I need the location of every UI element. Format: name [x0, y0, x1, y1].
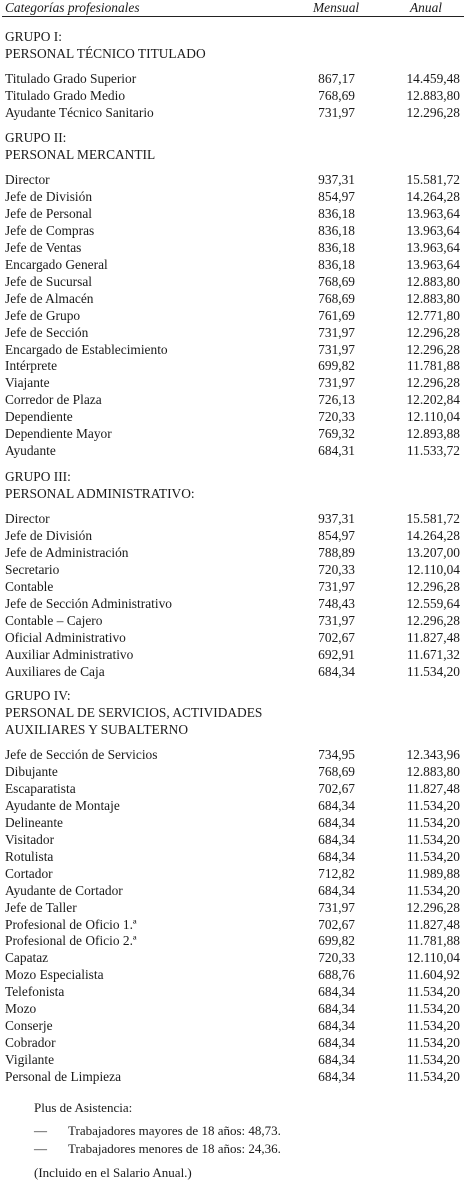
category-label: Jefe de Grupo: [5, 307, 81, 323]
group-title: GRUPO II:: [5, 130, 67, 145]
header-mensual: Mensual: [313, 0, 360, 15]
table-row: [0, 1034, 468, 1051]
plus-dash-2: —: [34, 1141, 47, 1156]
category-label: Oficial Administrativo: [5, 629, 126, 645]
mensual-value: 688,76: [318, 967, 355, 983]
mensual-value: 854,97: [318, 188, 355, 204]
anual-value: 13.963,64: [406, 239, 460, 255]
mensual-value: 684,34: [318, 848, 355, 864]
mensual-value: 731,97: [318, 341, 355, 357]
group-title: PERSONAL TÉCNICO TITULADO: [5, 46, 206, 61]
mensual-value: 684,34: [318, 797, 355, 813]
anual-value: 11.827,48: [406, 916, 460, 932]
table-row: [0, 814, 468, 831]
anual-value: 13.963,64: [406, 256, 460, 272]
table-row: [0, 408, 468, 425]
anual-value: 12.771,80: [406, 307, 460, 323]
category-label: Visitador: [5, 831, 55, 847]
mensual-value: 726,13: [318, 392, 355, 408]
group-title: PERSONAL ADMINISTRATIVO:: [5, 486, 195, 501]
header-anual: Anual: [410, 0, 442, 15]
mensual-value: 684,34: [318, 882, 355, 898]
category-label: Jefe de Taller: [5, 899, 77, 915]
table-row: [0, 256, 468, 273]
mensual-value: 734,95: [318, 747, 355, 762]
table-row: [0, 374, 468, 391]
table-row: [0, 171, 468, 188]
category-label: Profesional de Oficio 1.ª: [5, 916, 137, 932]
mensual-value: 720,33: [318, 561, 355, 577]
anual-value: 12.296,28: [406, 104, 460, 120]
anual-value: 12.110,04: [406, 561, 460, 577]
table-row: [0, 1051, 468, 1068]
category-label: Jefe de Personal: [5, 205, 93, 221]
mensual-value: 692,91: [318, 646, 355, 662]
table-row: [0, 983, 468, 1000]
category-label: Ayudante Técnico Sanitario: [5, 104, 154, 120]
mensual-value: 684,34: [318, 1018, 355, 1034]
anual-value: 11.827,48: [406, 780, 460, 796]
mensual-value: 769,32: [318, 426, 355, 442]
category-label: Encargado General: [5, 256, 108, 272]
group-title: GRUPO I:: [5, 29, 62, 44]
table-row: [0, 595, 468, 612]
table-row: [0, 949, 468, 966]
mensual-value: 768,69: [318, 290, 355, 306]
anual-value: 12.883,80: [406, 87, 460, 103]
anual-value: 12.296,28: [406, 341, 460, 357]
table-row: [0, 629, 468, 646]
mensual-value: 684,34: [318, 1001, 355, 1017]
anual-value: 14.264,28: [406, 188, 460, 204]
table-row: [0, 966, 468, 983]
table-row: [0, 899, 468, 916]
group-title: GRUPO IV:: [5, 688, 71, 703]
mensual-value: 836,18: [318, 205, 355, 221]
mensual-value: 699,82: [318, 933, 355, 949]
category-label: Personal de Limpieza: [5, 1069, 122, 1085]
anual-value: 11.534,20: [406, 984, 460, 1000]
plus-dash-1: —: [34, 1123, 47, 1138]
table-row: [0, 239, 468, 256]
category-label: Jefe de Sucursal: [5, 273, 93, 289]
anual-value: 13.963,64: [406, 222, 460, 238]
table-row: [0, 578, 468, 595]
mensual-value: 731,97: [318, 324, 355, 340]
table-row: [0, 932, 468, 949]
mensual-value: 788,89: [318, 544, 355, 560]
anual-value: 11.534,20: [406, 831, 460, 847]
anual-value: 11.827,48: [406, 629, 460, 645]
mensual-value: 937,31: [318, 511, 355, 526]
category-label: Vigilante: [5, 1052, 55, 1068]
category-label: Jefe de División: [5, 188, 93, 204]
table-row: [0, 307, 468, 324]
anual-value: 11.671,32: [406, 646, 460, 662]
category-label: Director: [5, 172, 50, 187]
category-label: Ayudante de Montaje: [5, 797, 120, 813]
mensual-value: 699,82: [318, 358, 355, 374]
anual-value: 11.534,20: [406, 848, 460, 864]
table-row: [0, 916, 468, 933]
mensual-value: 702,67: [318, 916, 355, 932]
plus-title: Plus de Asistencia:: [34, 1100, 133, 1115]
group-title: GRUPO III:: [5, 469, 71, 484]
table-row: [0, 510, 468, 527]
anual-value: 11.534,20: [406, 1035, 460, 1051]
mensual-value: 684,34: [318, 1035, 355, 1051]
table-row: [0, 87, 468, 104]
table-row: [0, 1068, 468, 1085]
category-label: Director: [5, 511, 50, 526]
table-row: [0, 1017, 468, 1034]
category-label: Contable: [5, 578, 54, 594]
table-row: [0, 780, 468, 797]
anual-value: 11.989,88: [406, 865, 460, 881]
table-row: [0, 324, 468, 341]
anual-value: 12.110,04: [406, 950, 460, 966]
mensual-value: 731,97: [318, 612, 355, 628]
anual-value: 11.534,20: [406, 1052, 460, 1068]
table-row: [0, 763, 468, 780]
mensual-value: 748,43: [318, 595, 355, 611]
category-label: Jefe de Sección de Servicios: [5, 747, 158, 762]
mensual-value: 684,34: [318, 814, 355, 830]
table-row: [0, 612, 468, 629]
category-label: Profesional de Oficio 2.ª: [5, 933, 137, 949]
category-label: Jefe de División: [5, 527, 93, 543]
plus-item-1: Trabajadores mayores de 18 años: 48,73.: [68, 1123, 281, 1138]
anual-value: 14.459,48: [406, 71, 460, 86]
anual-value: 12.893,88: [406, 426, 460, 442]
category-label: Dependiente: [5, 409, 73, 425]
table-row: [0, 663, 468, 680]
mensual-value: 702,67: [318, 629, 355, 645]
category-label: Jefe de Compras: [5, 222, 95, 238]
group-title: PERSONAL DE SERVICIOS, ACTIVIDADES: [5, 705, 263, 720]
mensual-value: 768,69: [318, 763, 355, 779]
anual-value: 11.534,20: [406, 1001, 460, 1017]
table-row: [0, 746, 468, 763]
mensual-value: 731,97: [318, 375, 355, 391]
anual-value: 12.296,28: [406, 324, 460, 340]
category-label: Auxiliares de Caja: [5, 663, 105, 679]
anual-value: 11.533,72: [406, 443, 460, 459]
mensual-value: 836,18: [318, 222, 355, 238]
mensual-value: 684,34: [318, 1052, 355, 1068]
category-label: Encargado de Establecimiento: [5, 341, 168, 357]
category-label: Corredor de Plaza: [5, 392, 102, 408]
category-label: Titulado Grado Medio: [5, 87, 126, 103]
anual-value: 11.534,20: [406, 814, 460, 830]
anual-value: 11.534,20: [406, 882, 460, 898]
category-label: Telefonista: [5, 984, 65, 1000]
category-label: Titulado Grado Superior: [5, 71, 137, 86]
category-label: Delineante: [5, 814, 63, 830]
anual-value: 12.296,28: [406, 578, 460, 594]
table-row: [0, 442, 468, 459]
table-row: [0, 865, 468, 882]
category-label: Ayudante de Cortador: [5, 882, 123, 898]
anual-value: 15.581,72: [406, 511, 460, 526]
anual-value: 11.534,20: [406, 1069, 460, 1085]
anual-value: 12.883,80: [406, 273, 460, 289]
category-label: Ayudante: [5, 443, 56, 459]
table-row: [0, 290, 468, 307]
anual-value: 11.781,88: [406, 933, 460, 949]
category-label: Jefe de Administración: [5, 544, 129, 560]
mensual-value: 836,18: [318, 256, 355, 272]
table-row: [0, 544, 468, 561]
plus-note: (Incluido en el Salario Anual.): [34, 1165, 192, 1180]
table-row: [0, 527, 468, 544]
anual-value: 12.296,28: [406, 612, 460, 628]
mensual-value: 684,31: [318, 443, 355, 459]
table-row: [0, 797, 468, 814]
table-row: [0, 391, 468, 408]
category-label: Escaparatista: [5, 780, 76, 796]
anual-value: 11.781,88: [406, 358, 460, 374]
mensual-value: 702,67: [318, 780, 355, 796]
table-row: [0, 882, 468, 899]
category-label: Auxiliar Administrativo: [5, 646, 134, 662]
table-row: [0, 104, 468, 121]
anual-value: 12.883,80: [406, 763, 460, 779]
mensual-value: 731,97: [318, 104, 355, 120]
table-row: [0, 273, 468, 290]
mensual-value: 684,34: [318, 984, 355, 1000]
category-label: Cobrador: [5, 1035, 56, 1051]
mensual-value: 761,69: [318, 307, 355, 323]
mensual-value: 836,18: [318, 239, 355, 255]
category-label: Intérprete: [5, 358, 58, 374]
table-row: [0, 425, 468, 442]
mensual-value: 768,69: [318, 87, 355, 103]
category-label: Conserje: [5, 1018, 53, 1034]
mensual-value: 684,34: [318, 831, 355, 847]
group-title: PERSONAL MERCANTIL: [5, 147, 156, 162]
mensual-value: 720,33: [318, 950, 355, 966]
table-row: [0, 831, 468, 848]
anual-value: 13.207,00: [406, 544, 460, 560]
anual-value: 12.883,80: [406, 290, 460, 306]
category-label: Mozo Especialista: [5, 967, 104, 983]
group-title: AUXILIARES Y SUBALTERNO: [5, 722, 189, 737]
mensual-value: 854,97: [318, 527, 355, 543]
table-row: [0, 222, 468, 239]
category-label: Cortador: [5, 865, 53, 881]
mensual-value: 731,97: [318, 899, 355, 915]
anual-value: 11.534,20: [406, 663, 460, 679]
category-label: Jefe de Sección: [5, 324, 89, 340]
anual-value: 13.963,64: [406, 205, 460, 221]
category-label: Jefe de Almacén: [5, 290, 94, 306]
plus-item-2: Trabajadores menores de 18 años: 24,36.: [68, 1141, 281, 1156]
table-row: [0, 341, 468, 358]
category-label: Mozo: [5, 1001, 37, 1017]
category-label: Capataz: [5, 950, 49, 966]
header-categorias: Categorías profesionales: [5, 0, 140, 15]
anual-value: 12.296,28: [406, 899, 460, 915]
category-label: Dependiente Mayor: [5, 426, 112, 442]
table-row: [0, 70, 468, 87]
category-label: Viajante: [5, 375, 50, 391]
mensual-value: 867,17: [318, 71, 355, 86]
table-row: [0, 561, 468, 578]
table-row: [0, 646, 468, 663]
mensual-value: 768,69: [318, 273, 355, 289]
mensual-value: 684,34: [318, 663, 355, 679]
category-label: Jefe de Ventas: [5, 239, 82, 255]
anual-value: 15.581,72: [406, 172, 460, 187]
table-row: [0, 1000, 468, 1017]
mensual-value: 731,97: [318, 578, 355, 594]
mensual-value: 937,31: [318, 172, 355, 187]
anual-value: 12.296,28: [406, 375, 460, 391]
anual-value: 11.604,92: [406, 967, 460, 983]
table-row: [0, 357, 468, 374]
table-row: [0, 205, 468, 222]
anual-value: 12.559,64: [406, 595, 460, 611]
anual-value: 12.202,84: [406, 392, 460, 408]
category-label: Rotulista: [5, 848, 54, 864]
category-label: Contable – Cajero: [5, 612, 103, 628]
category-label: Secretario: [5, 561, 60, 577]
category-label: Dibujante: [5, 763, 58, 779]
table-row: [0, 848, 468, 865]
anual-value: 12.343,96: [406, 747, 460, 762]
table-row: [0, 188, 468, 205]
anual-value: 12.110,04: [406, 409, 460, 425]
mensual-value: 684,34: [318, 1069, 355, 1085]
anual-value: 14.264,28: [406, 527, 460, 543]
anual-value: 11.534,20: [406, 797, 460, 813]
anual-value: 11.534,20: [406, 1018, 460, 1034]
mensual-value: 720,33: [318, 409, 355, 425]
category-label: Jefe de Sección Administrativo: [5, 595, 172, 611]
mensual-value: 712,82: [318, 865, 355, 881]
